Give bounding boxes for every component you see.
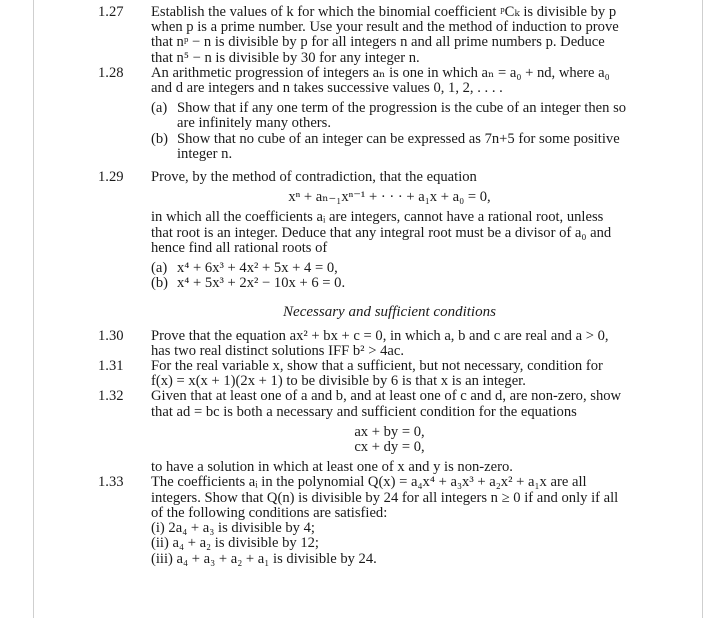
problem-number: 1.30 — [98, 327, 124, 344]
problem-number: 1.29 — [98, 169, 124, 186]
problem-text: in which all the coefficients aᵢ are integers, cannot have a rational root, unless that root is an integer. Deduce that any integral root must be a divisor of a₀ and hence find all rational roots of — [151, 209, 612, 256]
subpart-label: (a) — [151, 100, 168, 117]
subpart-label: (a) — [151, 260, 168, 277]
exercise-page — [98, 5, 628, 567]
subpart-a — [151, 101, 628, 131]
display-equation: xⁿ + aₙ₋₁xⁿ⁻¹ + · · · + a₁x + a₀ = 0, — [288, 189, 491, 206]
problem-number: 1.28 — [98, 64, 124, 81]
section-heading: Necessary and sufficient conditions — [283, 304, 496, 321]
condition-iii: (iii) a₄ + a₃ + a₂ + a₁ is divisible by 24. — [151, 550, 377, 567]
problem-1-32 — [98, 389, 628, 419]
display-equation-2: cx + dy = 0, — [354, 439, 425, 456]
subpart-text: Show that if any one term of the progression is the cube of an integer then so are infinitely many others. — [177, 100, 627, 132]
subpart-b — [151, 276, 628, 291]
page-margin-left — [33, 0, 34, 618]
problem-text: to have a solution in which at least one of x and y is non-zero. — [151, 459, 513, 476]
subpart-label: (b) — [151, 130, 169, 147]
problem-1-30 — [98, 329, 628, 359]
problem-1-29 — [98, 170, 628, 185]
subpart-b — [151, 132, 628, 162]
condition-i: (i) 2a₄ + a₃ is divisible by 4; — [151, 520, 315, 537]
problem-text: For the real variable x, show that a sufficient, but not necessary, condition for f(x) = x(x + 1)(2x + 1) to be divisible by 6 is that x is an integer. — [151, 358, 603, 390]
problem-text: Given that at least one of a and b, and at least one of c and d, are non-zero, show that ad = bc is both a necessary and sufficient condition for the equations — [151, 388, 622, 420]
problem-number: 1.31 — [98, 358, 124, 375]
problem-text: Prove that the equation ax² + bx + c = 0, in which a, b and c are real and a > 0, has two real distinct solutions IFF b² > 4ac. — [151, 327, 609, 359]
condition-ii: (ii) a₄ + a₂ is divisible by 12; — [151, 535, 319, 552]
subpart-a — [151, 261, 628, 276]
problem-1-28 — [98, 66, 628, 162]
problem-text: An arithmetic progression of integers aₙ is one in which aₙ = a₀ + nd, where a₀ and d are integers and n takes successive values 0, 1, 2, . . . . — [151, 64, 610, 97]
problem-1-29-continued — [98, 210, 628, 291]
problem-number: 1.33 — [98, 474, 124, 491]
problem-number: 1.27 — [98, 4, 124, 20]
problem-1-27 — [98, 5, 628, 66]
problem-text: Establish the values of k for which the binomial coefficient ᵖCₖ is divisible by p when p is a prime number. Use your result and the method of induction to prove that nᵖ − n is divisible by p for all integers n and all prime numbers p. Deduce that n⁵ − n is divisible by 30 for any integer n. — [151, 4, 619, 66]
subpart-text: x⁴ + 6x³ + 4x² + 5x + 4 = 0, — [177, 260, 338, 277]
subpart-text: Show that no cube of an integer can be expressed as 7n+5 for some positive integer n. — [177, 130, 620, 162]
problem-1-33 — [98, 475, 628, 566]
page-margin-right — [702, 0, 703, 618]
problem-number: 1.32 — [98, 388, 124, 405]
display-equation-1: ax + by = 0, — [354, 423, 425, 440]
problem-text: The coefficients aᵢ in the polynomial Q(x) = a₄x⁴ + a₃x³ + a₂x² + a₁x are all integers. Show that Q(n) is divisible by 24 for all integers n ≥ 0 if and only if all of the following conditions are satisfied: — [151, 474, 619, 521]
subpart-text: x⁴ + 5x³ + 2x² − 10x + 6 = 0. — [177, 275, 346, 292]
problem-1-31 — [98, 359, 628, 389]
problem-1-32-continued — [98, 460, 628, 475]
subpart-label: (b) — [151, 275, 169, 292]
problem-text: Prove, by the method of contradiction, that the equation — [151, 169, 477, 186]
